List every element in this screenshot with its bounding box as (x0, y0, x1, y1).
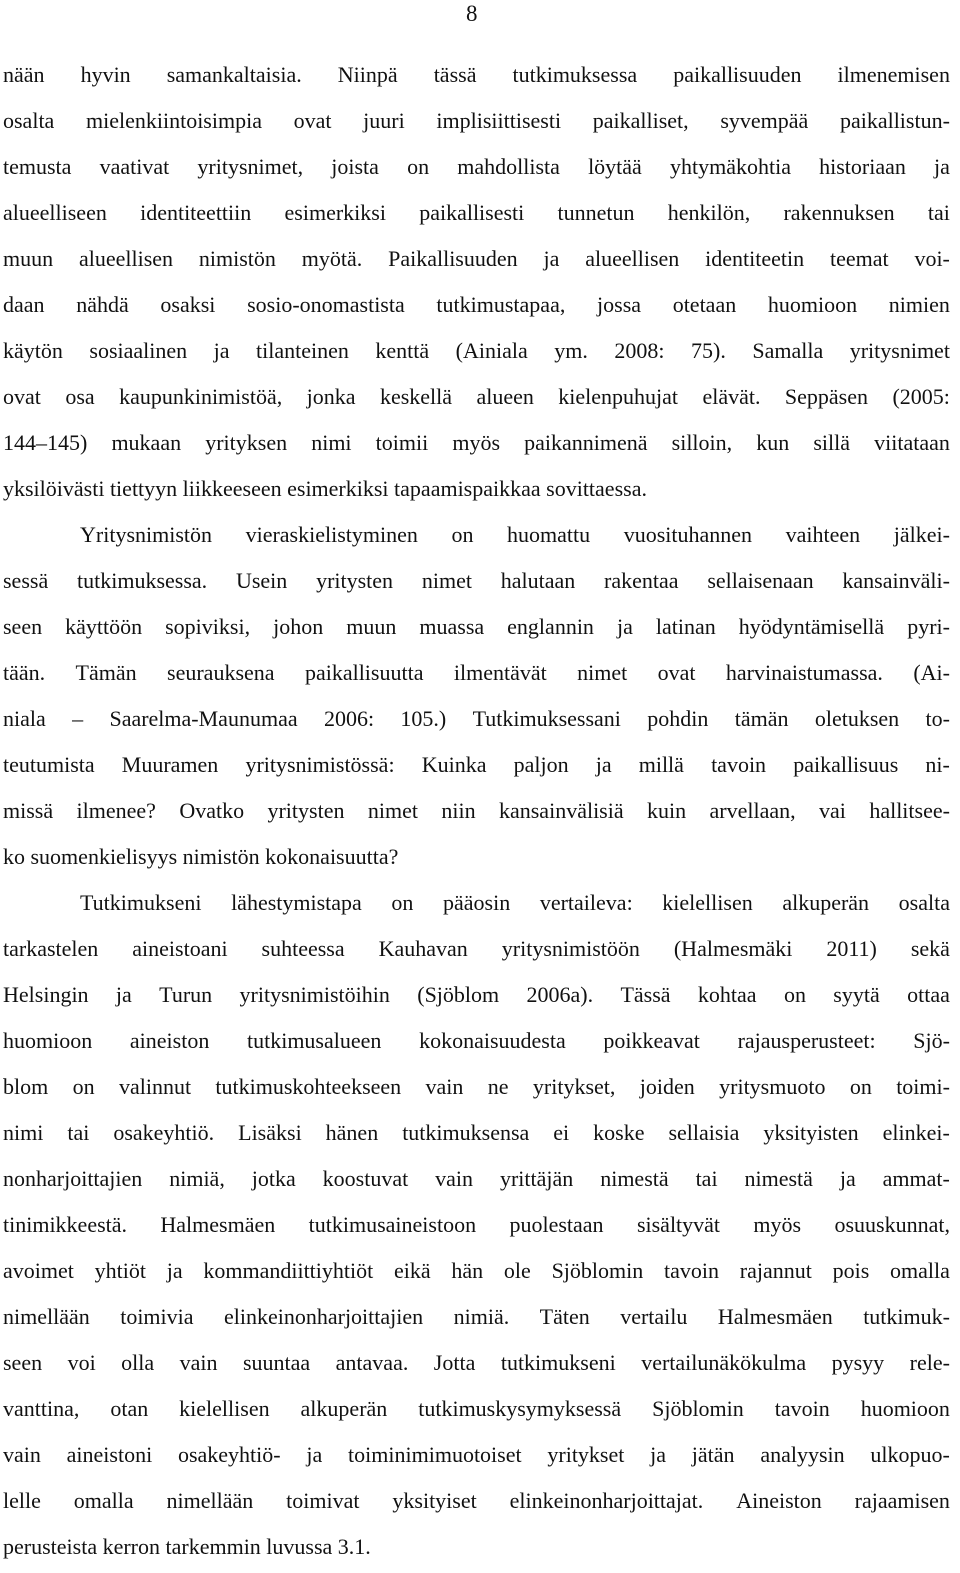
text-line: blom on valinnut tutkimuskohteekseen vain ne yritykset, joiden yritysmuoto on toimi- (3, 1074, 950, 1099)
text-line: tarkastelen aineistoani suhteessa Kauhavan yritysnimistöön (Halmesmäki 2011) sekä (3, 936, 950, 961)
text-line: vanttina, otan kielellisen alkuperän tutkimuskysymyksessä Sjöblomin tavoin huomioon (3, 1396, 950, 1421)
text-line: nimellään toimivia elinkeinonharjoittajien nimiä. Täten vertailu Halmesmäen tutkimuk- (3, 1304, 950, 1329)
text-line: tinimikkeestä. Halmesmäen tutkimusaineistoon puolestaan sisältyvät myös osuuskunnat, (3, 1212, 950, 1237)
text-line: muun alueellisen nimistön myötä. Paikallisuuden ja alueellisen identiteetin teemat voi- (3, 246, 950, 271)
text-line: huomioon aineiston tutkimusalueen kokonaisuudesta poikkeavat rajausperusteet: Sjö- (3, 1028, 950, 1053)
text-line: teutumista Muuramen yritysnimistössä: Kuinka paljon ja millä tavoin paikallisuus ni- (3, 752, 950, 777)
paragraph (3, 52, 950, 512)
page-number: 8 (466, 1, 478, 26)
text-line: vain aineistoni osakeyhtiö- ja toiminimimuotoiset yritykset ja jätän analyysin ulkopuo- (3, 1442, 950, 1467)
paragraph (3, 512, 950, 880)
text-line: sessä tutkimuksessa. Usein yritysten nimet halutaan rakentaa sellaisenaan kansainväli- (3, 568, 950, 593)
text-line: avoimet yhtiöt ja kommandiittiyhtiöt eikä hän ole Sjöblomin tavoin rajannut pois omalla (3, 1258, 950, 1283)
text-line: seen voi olla vain suuntaa antavaa. Jotta tutkimukseni vertailunäkökulma pysyy rele- (3, 1350, 950, 1375)
text-line: tään. Tämän seurauksena paikallisuutta ilmentävät nimet ovat harvinaistumassa. (Ai- (3, 660, 950, 685)
document-body (3, 52, 950, 1570)
text-line: käytön sosiaalinen ja tilanteinen kenttä (Ainiala ym. 2008: 75). Samalla yritysnimet (3, 338, 950, 363)
text-line: perusteista kerron tarkemmin luvussa 3.1. (3, 1534, 371, 1559)
text-line: nään hyvin samankaltaisia. Niinpä tässä tutkimuksessa paikallisuuden ilmenemisen (3, 62, 950, 87)
text-line: nimi tai osakeyhtiö. Lisäksi hänen tutkimuksensa ei koske sellaisia yksityisten elinkei- (3, 1120, 950, 1145)
text-line: yksilöivästi tiettyyn liikkeeseen esimerkiksi tapaamispaikkaa sovittaessa. (3, 476, 647, 501)
text-line: Helsingin ja Turun yritysnimistöihin (Sjöblom 2006a). Tässä kohtaa on syytä ottaa (3, 982, 950, 1007)
text-line: missä ilmenee? Ovatko yritysten nimet niin kansainvälisiä kuin arvellaan, vai hallitsee- (3, 798, 950, 823)
text-line: osalta mielenkiintoisimpia ovat juuri implisiittisesti paikalliset, syvempää paikallistun- (3, 108, 950, 133)
text-line: alueelliseen identiteettiin esimerkiksi paikallisesti tunnetun henkilön, rakennuksen tai (3, 200, 950, 225)
text-line: Tutkimukseni lähestymistapa on pääosin vertaileva: kielellisen alkuperän osalta (80, 890, 950, 915)
text-line: ovat osa kaupunkinimistöä, jonka keskellä alueen kielenpuhujat elävät. Seppäsen (2005: (3, 384, 950, 409)
text-line: niala – Saarelma-Maunumaa 2006: 105.) Tutkimuksessani pohdin tämän oletuksen to- (3, 706, 950, 731)
text-line: temusta vaativat yritysnimet, joista on mahdollista löytää yhtymäkohtia historiaan ja (3, 154, 950, 179)
text-line: ko suomenkielisyys nimistön kokonaisuutta? (3, 844, 399, 869)
text-line: Yritysnimistön vieraskielistyminen on huomattu vuosituhannen vaihteen jälkei- (80, 522, 950, 547)
paragraph (3, 880, 950, 1570)
text-line: 144–145) mukaan yrityksen nimi toimii myös paikannimenä silloin, kun sillä viitataan (3, 430, 950, 455)
text-line: nonharjoittajien nimiä, jotka koostuvat vain yrittäjän nimestä tai nimestä ja ammat- (3, 1166, 950, 1191)
text-line: daan nähdä osaksi sosio-onomastista tutkimustapaa, jossa otetaan huomioon nimien (3, 292, 950, 317)
text-line: lelle omalla nimellään toimivat yksityiset elinkeinonharjoittajat. Aineiston rajaamisen (3, 1488, 950, 1513)
text-line: seen käyttöön sopiviksi, johon muun muassa englannin ja latinan hyödyntämisellä pyri- (3, 614, 950, 639)
